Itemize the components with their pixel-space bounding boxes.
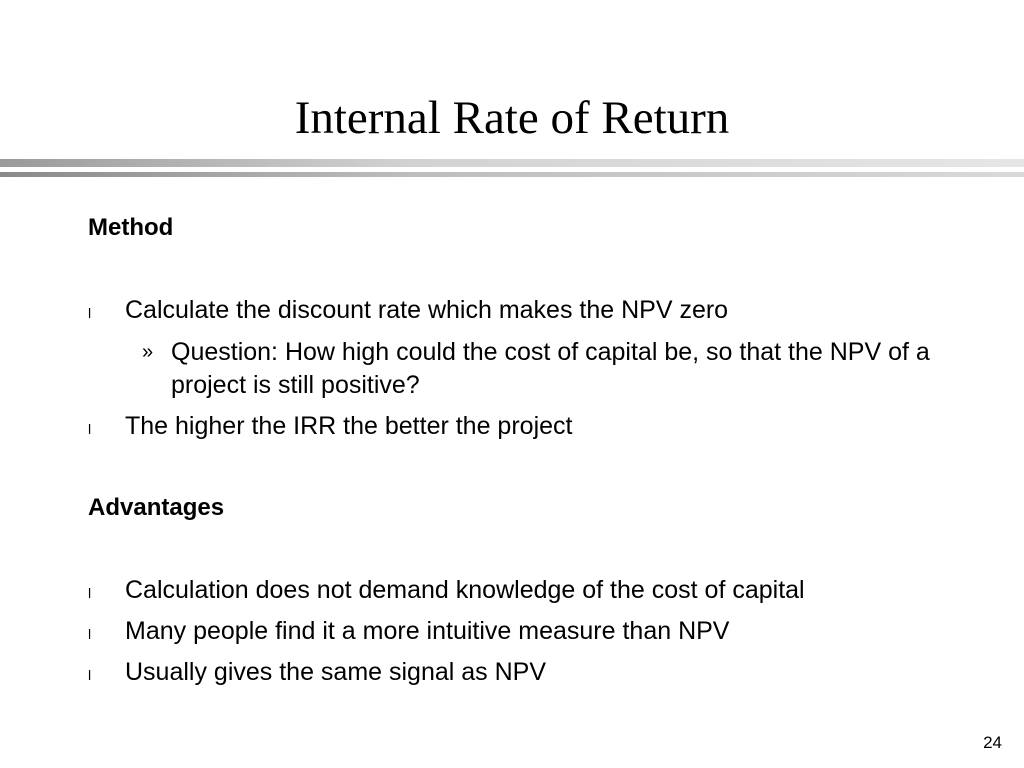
- advantages-heading: Advantages: [88, 494, 225, 521]
- bullet-marker: l: [88, 626, 92, 642]
- slide-title: Internal Rate of Return: [294, 92, 730, 144]
- sub-bullet-text: Question: How high could the cost of capital be, so that the NPV of a project is still positive?: [171, 338, 930, 399]
- bullet-marker: l: [88, 667, 92, 683]
- bullet-marker: l: [88, 585, 92, 601]
- bullet-text: Many people find it a more intuitive measure than NPV: [125, 617, 730, 645]
- bullet-marker: l: [88, 305, 92, 321]
- bullet-marker: l: [88, 421, 92, 437]
- bullet-text: Usually gives the same signal as NPV: [125, 658, 547, 686]
- title-divider-bottom: [0, 172, 1024, 177]
- bullet-text: The higher the IRR the better the project: [125, 412, 573, 440]
- bullet-text: Calculate the discount rate which makes the NPV zero: [125, 296, 729, 324]
- bullet-text: Calculation does not demand knowledge of the cost of capital: [125, 576, 805, 604]
- method-heading: Method: [88, 214, 174, 241]
- page-number: 24: [983, 733, 1002, 752]
- title-divider-top: [0, 159, 1024, 167]
- sub-bullet-marker: »: [142, 341, 154, 363]
